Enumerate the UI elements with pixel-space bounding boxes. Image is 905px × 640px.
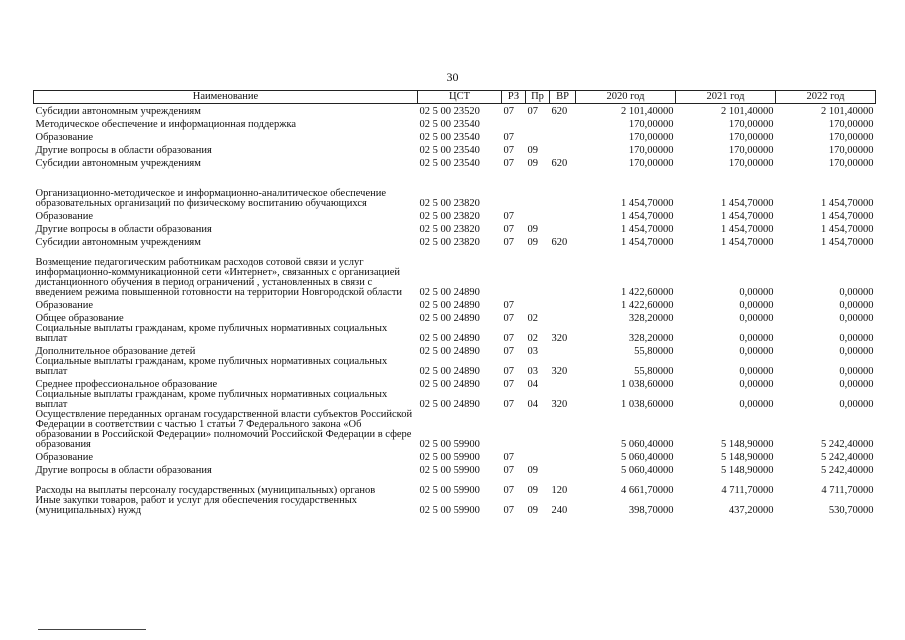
cell-y2021: 0,00000	[739, 366, 774, 377]
cell-pr	[526, 450, 550, 463]
cell-vr	[550, 117, 576, 130]
cell-pr: 03	[527, 366, 538, 377]
cell-vr	[550, 463, 576, 476]
cell-y2021: 5 148,90000	[721, 465, 774, 476]
header-pr: Пр	[526, 91, 550, 104]
cell-y2022: 5 242,40000	[821, 452, 874, 463]
cell-vr: 620	[551, 237, 568, 248]
cell-rz: 07	[503, 379, 514, 390]
cell-pr: 09	[527, 145, 538, 156]
cell-y2020: 1 038,60000	[621, 399, 674, 410]
cell-cst: 02 5 00 23820	[419, 198, 480, 209]
cell-y2022: 0,00000	[839, 287, 874, 298]
table-row	[34, 357, 876, 377]
cell-cst: 02 5 00 23540	[419, 132, 480, 143]
cell-cst: 02 5 00 24890	[419, 313, 480, 324]
cell-cst: 02 5 00 24890	[419, 346, 480, 357]
cell-cst: 02 5 00 24890	[419, 333, 480, 344]
cell-y2020: 398,70000	[628, 505, 674, 516]
cell-y2022: 0,00000	[839, 333, 874, 344]
cell-y2022: 0,00000	[839, 346, 874, 357]
table-row	[34, 104, 876, 118]
cell-y2022: 0,00000	[839, 300, 874, 311]
cell-y2022: 1 454,70000	[821, 198, 874, 209]
cell-name: Организационно-методическое и информационно-аналитическое обеспечение образовательных организаций по физическому воспитанию обучающихся	[35, 188, 386, 209]
cell-pr	[526, 410, 550, 450]
cell-name: Другие вопросы в области образования	[35, 224, 212, 235]
cell-cst: 02 5 00 59900	[419, 452, 480, 463]
cell-y2020: 1 422,60000	[621, 300, 674, 311]
table-row	[34, 169, 876, 209]
cell-y2020: 328,20000	[628, 313, 674, 324]
cell-rz	[502, 117, 526, 130]
cell-name: Социальные выплаты гражданам, кроме публичных нормативных социальных выплат	[35, 323, 388, 344]
cell-pr	[526, 117, 550, 130]
cell-rz: 07	[503, 399, 514, 410]
cell-vr: 320	[551, 399, 568, 410]
cell-pr: 09	[527, 237, 538, 248]
cell-y2022: 170,00000	[828, 132, 874, 143]
cell-pr: 04	[527, 399, 538, 410]
cell-y2022: 0,00000	[839, 313, 874, 324]
cell-y2022: 2 101,40000	[821, 106, 874, 117]
cell-name: Образование	[35, 452, 94, 463]
cell-y2020: 1 422,60000	[621, 287, 674, 298]
cell-pr	[526, 169, 550, 209]
cell-vr	[550, 450, 576, 463]
cell-pr	[526, 130, 550, 143]
table-row	[34, 143, 876, 156]
cell-vr	[550, 410, 576, 450]
cell-y2020: 1 454,70000	[621, 211, 674, 222]
table-row	[34, 390, 876, 410]
cell-pr: 04	[527, 379, 538, 390]
cell-y2022: 530,70000	[828, 505, 874, 516]
cell-y2021: 5 148,90000	[721, 452, 774, 463]
cell-y2021: 5 148,90000	[721, 439, 774, 450]
cell-y2021: 437,20000	[728, 505, 774, 516]
header-2020: 2020 год	[576, 91, 676, 104]
table-row	[34, 324, 876, 344]
cell-y2022: 1 454,70000	[821, 224, 874, 235]
cell-cst: 02 5 00 24890	[419, 300, 480, 311]
cell-vr: 320	[551, 333, 568, 344]
cell-y2021: 0,00000	[739, 379, 774, 390]
table-row	[34, 209, 876, 222]
cell-name: Иные закупки товаров, работ и услуг для обеспечения государственных (муниципальных) нужд	[35, 495, 358, 516]
cell-pr: 09	[527, 505, 538, 516]
cell-y2021: 4 711,70000	[721, 485, 774, 496]
cell-cst: 02 5 00 24890	[419, 399, 480, 410]
cell-rz: 07	[503, 224, 514, 235]
cell-cst: 02 5 00 59900	[419, 485, 480, 496]
cell-cst: 02 5 00 23820	[419, 237, 480, 248]
page-number: 30	[446, 70, 459, 84]
cell-name: Образование	[35, 300, 94, 311]
cell-name: Социальные выплаты гражданам, кроме публичных нормативных социальных выплат	[35, 389, 388, 410]
cell-vr	[550, 377, 576, 390]
cell-y2020: 328,20000	[628, 333, 674, 344]
table-row	[34, 235, 876, 248]
cell-vr	[550, 311, 576, 324]
cell-y2020: 170,00000	[628, 158, 674, 169]
cell-y2021: 170,00000	[728, 158, 774, 169]
header-2021: 2021 год	[676, 91, 776, 104]
cell-y2021: 0,00000	[739, 346, 774, 357]
table-row	[34, 410, 876, 450]
header-vr: ВР	[550, 91, 576, 104]
cell-pr	[526, 209, 550, 222]
cell-name: Другие вопросы в области образования	[35, 145, 212, 156]
table-row	[34, 463, 876, 476]
cell-rz: 07	[503, 158, 514, 169]
cell-y2020: 170,00000	[628, 119, 674, 130]
cell-y2021: 0,00000	[739, 287, 774, 298]
cell-cst: 02 5 00 23540	[419, 145, 480, 156]
cell-vr: 120	[551, 485, 568, 496]
cell-name: Среднее профессиональное образование	[35, 379, 218, 390]
cell-vr: 620	[551, 106, 568, 117]
cell-y2021: 1 454,70000	[721, 198, 774, 209]
table-row	[34, 450, 876, 463]
cell-y2020: 2 101,40000	[621, 106, 674, 117]
cell-name: Социальные выплаты гражданам, кроме публичных нормативных социальных выплат	[35, 356, 388, 377]
cell-y2020: 4 661,70000	[621, 485, 674, 496]
cell-y2020: 1 038,60000	[621, 379, 674, 390]
cell-cst: 02 5 00 23820	[419, 224, 480, 235]
cell-cst: 02 5 00 23520	[419, 106, 480, 117]
cell-rz: 07	[503, 485, 514, 496]
cell-pr: 09	[527, 158, 538, 169]
cell-name: Методическое обеспечение и информационная поддержка	[35, 119, 297, 130]
cell-rz: 07	[503, 505, 514, 516]
cell-pr: 09	[527, 224, 538, 235]
cell-pr: 02	[527, 313, 538, 324]
cell-y2020: 1 454,70000	[621, 198, 674, 209]
cell-name: Образование	[35, 132, 94, 143]
cell-rz	[502, 248, 526, 298]
cell-name: Общее образование	[35, 313, 124, 324]
footer-rule	[38, 629, 146, 630]
cell-y2022: 5 242,40000	[821, 439, 874, 450]
cell-rz: 07	[503, 313, 514, 324]
cell-y2022: 1 454,70000	[821, 211, 874, 222]
cell-y2022: 170,00000	[828, 158, 874, 169]
cell-y2022: 0,00000	[839, 366, 874, 377]
cell-cst: 02 5 00 59900	[419, 505, 480, 516]
cell-y2021: 170,00000	[728, 132, 774, 143]
cell-y2020: 1 454,70000	[621, 224, 674, 235]
cell-y2020: 1 454,70000	[621, 237, 674, 248]
cell-pr	[526, 298, 550, 311]
cell-name: Субсидии автономным учреждениям	[35, 106, 201, 117]
cell-cst: 02 5 00 59900	[419, 439, 480, 450]
cell-vr	[550, 298, 576, 311]
cell-vr	[550, 169, 576, 209]
table-row	[34, 298, 876, 311]
cell-name: Субсидии автономным учреждениям	[35, 237, 201, 248]
cell-rz	[502, 169, 526, 209]
cell-vr	[550, 130, 576, 143]
cell-y2020: 55,80000	[634, 366, 674, 377]
table-body	[34, 104, 876, 517]
cell-rz	[502, 410, 526, 450]
cell-y2022: 4 711,70000	[821, 485, 874, 496]
cell-y2022: 5 242,40000	[821, 465, 874, 476]
cell-vr	[550, 143, 576, 156]
table-row	[34, 248, 876, 298]
cell-y2022: 170,00000	[828, 145, 874, 156]
cell-vr: 320	[551, 366, 568, 377]
cell-pr: 02	[527, 333, 538, 344]
cell-cst: 02 5 00 59900	[419, 465, 480, 476]
cell-vr	[550, 222, 576, 235]
cell-y2021: 170,00000	[728, 119, 774, 130]
cell-y2021: 0,00000	[739, 313, 774, 324]
cell-name: Другие вопросы в области образования	[35, 465, 212, 476]
cell-y2020: 170,00000	[628, 132, 674, 143]
cell-rz: 07	[503, 465, 514, 476]
cell-pr: 07	[527, 106, 538, 117]
cell-cst: 02 5 00 23540	[419, 119, 480, 130]
cell-y2022: 0,00000	[839, 379, 874, 390]
cell-vr	[550, 344, 576, 357]
cell-y2021: 0,00000	[739, 399, 774, 410]
cell-rz: 07	[503, 300, 514, 311]
table-row	[34, 117, 876, 130]
header-cst: ЦСТ	[418, 91, 502, 104]
cell-rz: 07	[503, 145, 514, 156]
cell-rz: 07	[503, 106, 514, 117]
budget-table	[33, 90, 876, 516]
cell-y2020: 55,80000	[634, 346, 674, 357]
cell-y2022: 170,00000	[828, 119, 874, 130]
cell-name: Образование	[35, 211, 94, 222]
cell-name: Расходы на выплаты персоналу государственных (муниципальных) органов	[35, 485, 376, 496]
cell-rz: 07	[503, 211, 514, 222]
cell-y2021: 170,00000	[728, 145, 774, 156]
cell-name: Возмещение педагогическим работникам расходов сотовой связи и услуг информационно-коммуникационной сети «Интернет», связанных с организацией дистанционного обучения в период ограничений , установленных в связи с введением режима повышенной готовности на территории Новгородской области	[35, 257, 403, 298]
cell-y2021: 1 454,70000	[721, 237, 774, 248]
header-name: Наименование	[34, 91, 418, 104]
cell-y2021: 2 101,40000	[721, 106, 774, 117]
cell-cst: 02 5 00 23540	[419, 158, 480, 169]
cell-y2022: 0,00000	[839, 399, 874, 410]
cell-rz: 07	[503, 237, 514, 248]
cell-name: Дополнительное образование детей	[35, 346, 196, 357]
cell-vr	[550, 209, 576, 222]
cell-y2021: 1 454,70000	[721, 224, 774, 235]
cell-rz: 07	[503, 452, 514, 463]
cell-rz: 07	[503, 333, 514, 344]
table-header-row	[34, 91, 876, 104]
cell-cst: 02 5 00 24890	[419, 287, 480, 298]
cell-name: Осуществление переданных органам государственной власти субъектов Российской Федерации в соответствии с частью 1 статьи 7 Федерального закона «Об образовании в Российской Федерации» полномочий Российской Федерации в сфере образования	[35, 409, 413, 450]
cell-y2020: 5 060,40000	[621, 465, 674, 476]
cell-cst: 02 5 00 24890	[419, 379, 480, 390]
cell-pr: 09	[527, 465, 538, 476]
cell-vr	[550, 248, 576, 298]
cell-rz: 07	[503, 132, 514, 143]
header-2022: 2022 год	[776, 91, 876, 104]
cell-y2021: 0,00000	[739, 333, 774, 344]
cell-y2021: 1 454,70000	[721, 211, 774, 222]
table-row	[34, 496, 876, 516]
cell-cst: 02 5 00 24890	[419, 366, 480, 377]
cell-y2022: 1 454,70000	[821, 237, 874, 248]
table-row	[34, 156, 876, 169]
cell-pr: 09	[527, 485, 538, 496]
table-row	[34, 476, 876, 496]
cell-y2020: 170,00000	[628, 145, 674, 156]
table-row	[34, 130, 876, 143]
cell-y2021: 0,00000	[739, 300, 774, 311]
cell-name: Субсидии автономным учреждениям	[35, 158, 201, 169]
cell-y2020: 5 060,40000	[621, 452, 674, 463]
cell-y2020: 5 060,40000	[621, 439, 674, 450]
cell-rz: 07	[503, 346, 514, 357]
cell-cst: 02 5 00 23820	[419, 211, 480, 222]
cell-vr: 620	[551, 158, 568, 169]
cell-vr: 240	[551, 505, 568, 516]
cell-rz: 07	[503, 366, 514, 377]
table-row	[34, 222, 876, 235]
header-rz: РЗ	[502, 91, 526, 104]
cell-pr: 03	[527, 346, 538, 357]
cell-pr	[526, 248, 550, 298]
